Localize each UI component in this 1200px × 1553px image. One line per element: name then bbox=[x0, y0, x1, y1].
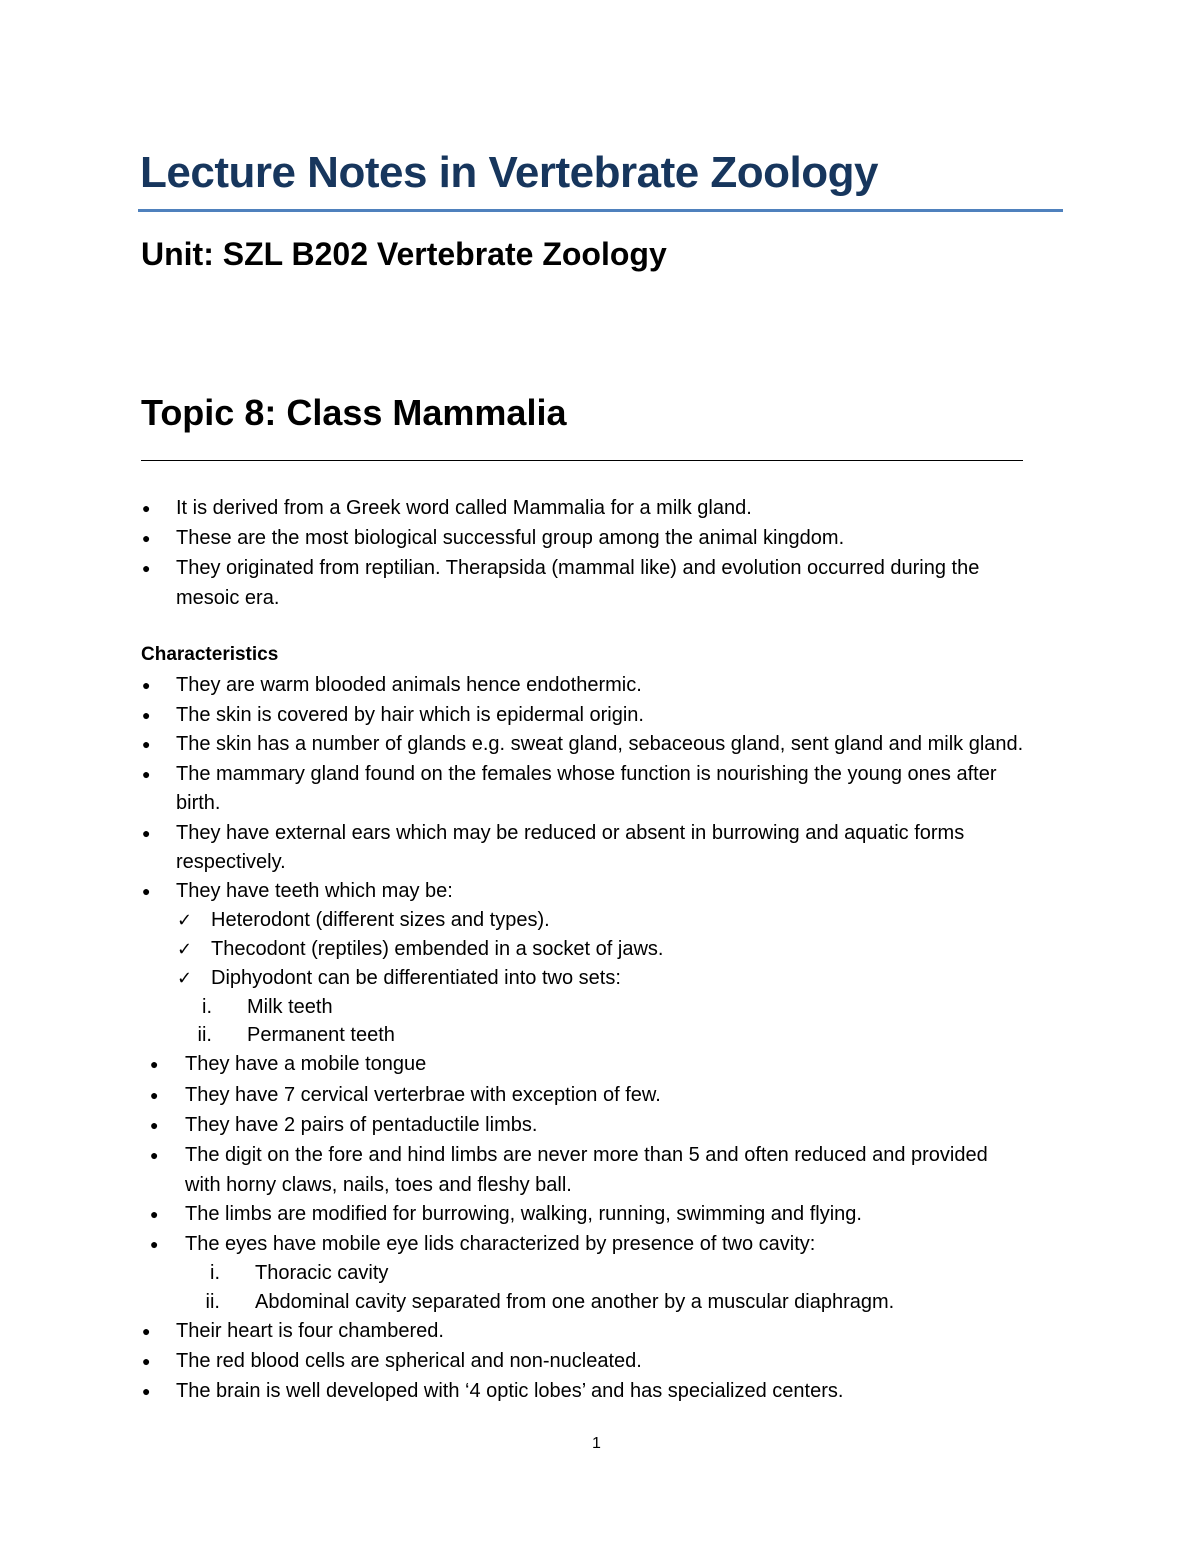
list-item: Diphyodont can be differentiated into two sets: bbox=[211, 967, 621, 989]
list-item: The brain is well developed with ‘4 optic lobes’ and has specialized centers. bbox=[176, 1380, 844, 1402]
list-item: Permanent teeth bbox=[247, 1024, 395, 1046]
bullet-icon: ● bbox=[150, 1206, 159, 1222]
list-item: They are warm blooded animals hence endothermic. bbox=[176, 674, 642, 696]
list-item-continuation: with horny claws, nails, toes and fleshy ball. bbox=[185, 1174, 572, 1196]
page-number: 1 bbox=[592, 1435, 601, 1452]
list-item-continuation: birth. bbox=[176, 792, 221, 814]
list-marker: i. bbox=[202, 996, 212, 1018]
list-item: Abdominal cavity separated from one another by a muscular diaphragm. bbox=[255, 1291, 895, 1313]
bullet-icon: ● bbox=[142, 677, 151, 693]
check-icon: ✓ bbox=[177, 910, 193, 930]
bullet-icon: ● bbox=[142, 825, 151, 841]
bullet-icon: ● bbox=[150, 1087, 159, 1103]
list-marker: ii. bbox=[197, 1024, 212, 1046]
list-item: The digit on the fore and hind limbs are never more than 5 and often reduced and provided bbox=[185, 1144, 988, 1166]
list-item: These are the most biological successful group among the animal kingdom. bbox=[176, 527, 845, 549]
unit-heading: Unit: SZL B202 Vertebrate Zoology bbox=[141, 236, 667, 272]
list-item: They have teeth which may be: bbox=[176, 880, 453, 902]
list-item: They originated from reptilian. Therapsida (mammal like) and evolution occurred during the bbox=[176, 557, 980, 579]
list-item: Thecodont (reptiles) embended in a socket of jaws. bbox=[211, 938, 664, 960]
bullet-icon: ● bbox=[142, 530, 151, 546]
topic-divider bbox=[141, 460, 1023, 461]
bullet-icon: ● bbox=[142, 707, 151, 723]
check-icon: ✓ bbox=[177, 968, 193, 988]
bullet-icon: ● bbox=[142, 883, 151, 899]
check-icon: ✓ bbox=[177, 939, 193, 959]
bullet-icon: ● bbox=[142, 1323, 151, 1339]
bullet-icon: ● bbox=[142, 1383, 151, 1399]
list-item: The mammary gland found on the females whose function is nourishing the young ones after bbox=[176, 763, 997, 785]
list-item: They have external ears which may be reduced or absent in burrowing and aquatic forms bbox=[176, 822, 965, 844]
title-underline bbox=[138, 209, 1063, 212]
bullet-icon: ● bbox=[142, 766, 151, 782]
list-item: The red blood cells are spherical and non-nucleated. bbox=[176, 1350, 642, 1372]
list-item: They have 2 pairs of pentaductile limbs. bbox=[185, 1114, 538, 1136]
list-marker: i. bbox=[210, 1262, 220, 1284]
list-item: Heterodont (different sizes and types). bbox=[211, 909, 550, 931]
list-item: Thoracic cavity bbox=[255, 1262, 389, 1284]
list-item-continuation: mesoic era. bbox=[176, 587, 280, 609]
bullet-icon: ● bbox=[150, 1117, 159, 1133]
list-item: The skin has a number of glands e.g. sweat gland, sebaceous gland, sent gland and milk gland. bbox=[176, 733, 1024, 755]
list-item: The eyes have mobile eye lids characterized by presence of two cavity: bbox=[185, 1233, 816, 1255]
list-item: They have 7 cervical verterbrae with exception of few. bbox=[185, 1084, 661, 1106]
bullet-icon: ● bbox=[142, 500, 151, 516]
bullet-icon: ● bbox=[150, 1147, 159, 1163]
list-item: Their heart is four chambered. bbox=[176, 1320, 444, 1342]
bullet-icon: ● bbox=[150, 1056, 159, 1072]
bullet-icon: ● bbox=[150, 1236, 159, 1252]
list-item: It is derived from a Greek word called Mammalia for a milk gland. bbox=[176, 497, 752, 519]
list-item: The skin is covered by hair which is epidermal origin. bbox=[176, 704, 644, 726]
list-item-continuation: respectively. bbox=[176, 851, 286, 873]
characteristics-heading: Characteristics bbox=[141, 644, 279, 665]
list-item: Milk teeth bbox=[247, 996, 333, 1018]
bullet-icon: ● bbox=[142, 736, 151, 752]
bullet-icon: ● bbox=[142, 560, 151, 576]
list-item: They have a mobile tongue bbox=[185, 1053, 427, 1075]
list-item: The limbs are modified for burrowing, walking, running, swimming and flying. bbox=[185, 1203, 862, 1225]
topic-heading: Topic 8: Class Mammalia bbox=[141, 392, 567, 433]
bullet-icon: ● bbox=[142, 1353, 151, 1369]
list-marker: ii. bbox=[205, 1291, 220, 1313]
document-title: Lecture Notes in Vertebrate Zoology bbox=[140, 148, 878, 197]
